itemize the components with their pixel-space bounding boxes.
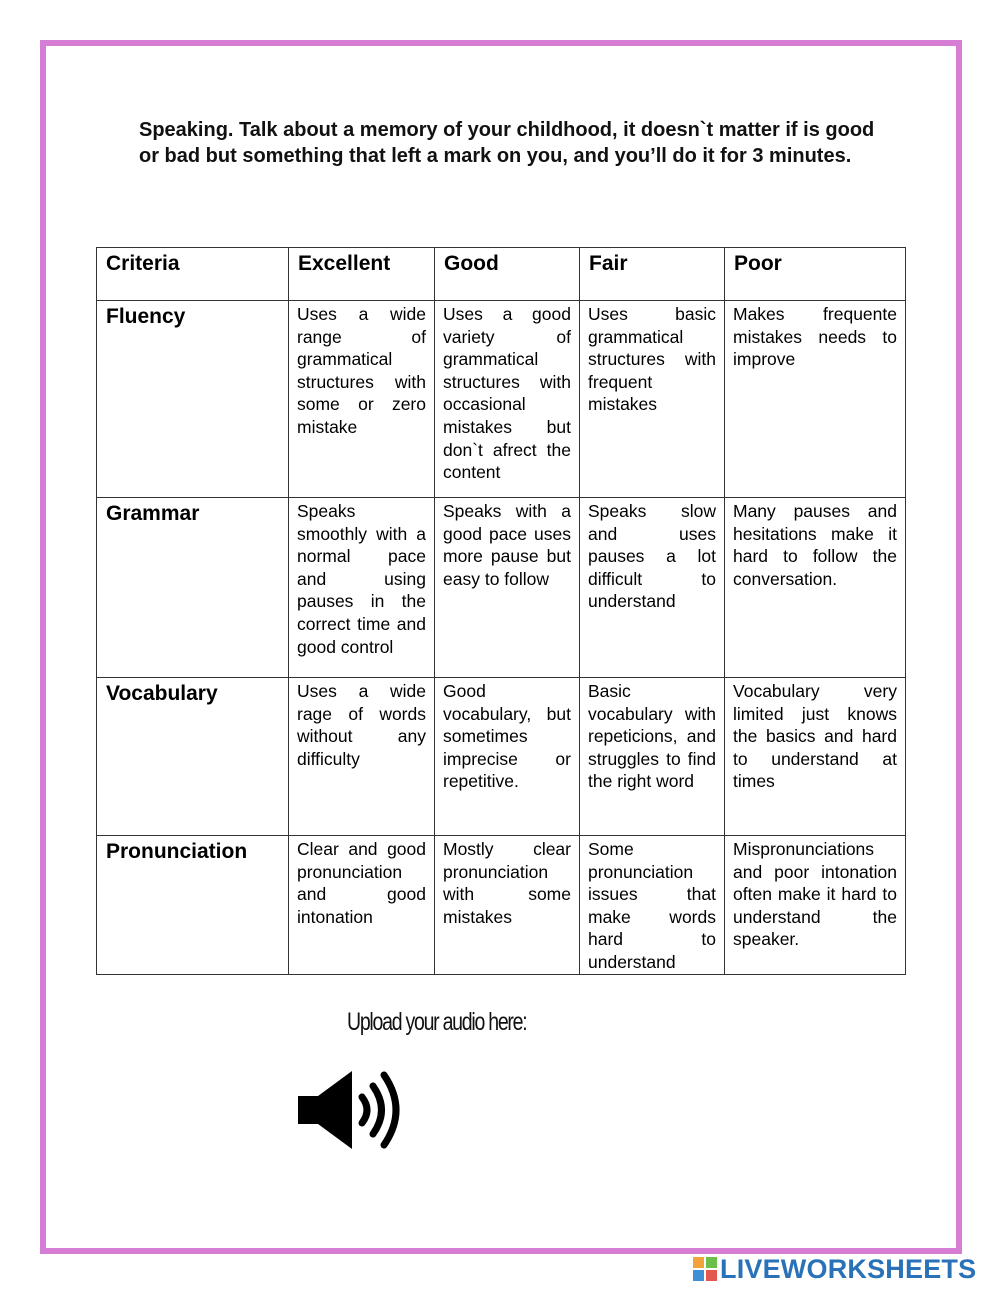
fair-cell: Speaks slow and uses pauses a lot difficult to understand [580,498,725,678]
good-cell: Good vocabulary, but sometimes imprecise or repetitive. [435,678,580,836]
fair-cell: Some pronunciation issues that make words hard to understand [580,836,725,975]
header-good: Good [435,248,580,301]
good-cell: Uses a good variety of grammatical structures with occasional mistakes but don`t afrect the content [435,301,580,498]
poor-cell: Mispronunciations and poor intonation often make it hard to understand the speaker. [725,836,906,975]
instructions-text: Speaking. Talk about a memory of your childhood, it doesn`t matter if is good or bad but something that left a mark on you, and you’ll do it for 3 minutes. [139,119,875,167]
criteria-cell: Fluency [97,301,289,498]
good-cell: Speaks with a good pace uses more pause but easy to follow [435,498,580,678]
fair-cell: Uses basic grammatical structures with frequent mistakes [580,301,725,498]
table-row [97,498,906,678]
header-poor: Poor [725,248,906,301]
table-header-row [97,248,906,301]
excellent-cell: Uses a wide rage of words without any difficulty [289,678,435,836]
table-row [97,301,906,498]
header-fair: Fair [580,248,725,301]
upload-audio-label: Upload your audio here: [347,1008,527,1036]
table-row [97,836,906,975]
poor-cell: Vocabulary very limited just knows the basics and hard to understand at times [725,678,906,836]
speaker-icon[interactable] [296,1068,406,1152]
header-excellent: Excellent [289,248,435,301]
rubric-table [96,247,906,975]
criteria-cell: Grammar [97,498,289,678]
criteria-cell: Vocabulary [97,678,289,836]
poor-cell: Makes frequente mistakes needs to improve [725,301,906,498]
fair-cell: Basic vocabulary with repeticions, and struggles to find the right word [580,678,725,836]
brand-logo-icon [693,1257,717,1281]
poor-cell: Many pauses and hesitations make it hard to follow the conversation. [725,498,906,678]
criteria-cell: Pronunciation [97,836,289,975]
good-cell: Mostly clear pronunciation with some mistakes [435,836,580,975]
excellent-cell: Speaks smoothly with a normal pace and using pauses in the correct time and good control [289,498,435,678]
brand-name: LIVEWORKSHEETS [720,1253,977,1284]
excellent-cell: Uses a wide range of grammatical structures with some or zero mistake [289,301,435,498]
table-row [97,678,906,836]
header-criteria: Criteria [97,248,289,301]
brand-watermark [693,1254,976,1284]
excellent-cell: Clear and good pronunciation and good intonation [289,836,435,975]
